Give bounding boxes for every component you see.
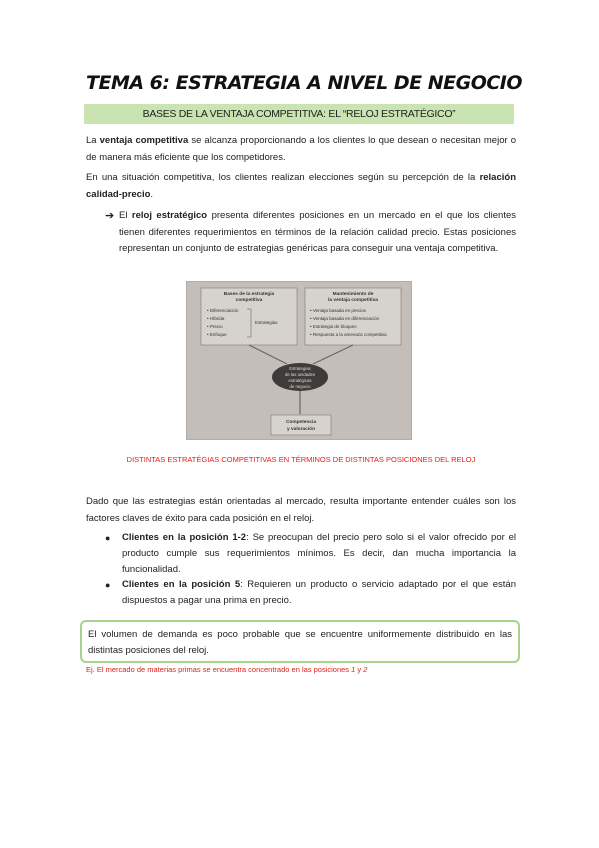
arrow-paragraph <box>105 208 516 258</box>
section-header-text: BASES DE LA VENTAJA COMPETITIVA: EL “RELOJ ESTRATÉGICO” <box>142 108 456 120</box>
center-text-3: de negocio <box>289 384 311 389</box>
bullet-text-1 <box>122 577 516 609</box>
bullet-body-0: : Se preocupan del precio pero solo si el valor ofrecido por el producto cumple sus requerimientos mínimos. Es decir, dan mucha importancia la funcionalidad. <box>122 532 517 575</box>
left-item-2: • Precio <box>207 324 223 329</box>
para2-pre: En una situación competitiva, los clientes realizan elecciones según su percepción de la <box>86 172 480 183</box>
para2-bold: relación calidad-precio <box>86 172 516 200</box>
paragraph-competitive-situation <box>86 170 516 203</box>
arrow-right-icon: ➔ <box>105 210 115 222</box>
para1-bold: ventaja competitiva <box>99 135 189 146</box>
para1-post: se alcanza proporcionando a los clientes lo que desean o necesitan mejor o de manera más eficiente que los competidores. <box>86 135 516 163</box>
bottom-text-0: Competencia <box>285 420 317 425</box>
right-box-title: Mantenimiento de <box>332 292 374 297</box>
section-header <box>84 104 514 124</box>
example-text: Ej. El mercado de materias primas se encuentra concentrado en las posiciones <box>86 665 352 674</box>
example-and: y <box>355 665 364 674</box>
strategic-clock-figure <box>186 281 412 440</box>
arrow-paragraph-text <box>119 208 516 258</box>
left-item-1: • Híbrida <box>207 316 225 321</box>
right-item-3: • Respuesta a la amenaza competitiva <box>310 332 387 337</box>
paragraph-definition <box>86 133 516 166</box>
right-item-1: • Ventaja basada en diferenciación <box>310 316 380 321</box>
left-box-title-2: competitiva <box>235 298 263 303</box>
example-pos1: 1 <box>351 665 356 674</box>
callout-box <box>80 620 520 663</box>
arrow-post: presenta diferentes posiciones en un mercado en el que los clientes tienen diferentes requerimientos en términos de la relación calidad precio. Estas posiciones representan un conjunto de estrategias genéricas para conseguir una ventaja competitiva. <box>119 210 517 254</box>
arrow-bold: reloj estratégico <box>131 210 208 221</box>
left-item-3: • Enfoque <box>207 332 227 337</box>
left-box-title: Bases de la estrategia <box>223 292 275 297</box>
right-item-2: • Estrategia de bloqueo <box>310 324 357 329</box>
center-text-2: estratégicas <box>288 378 312 383</box>
para2-post: . <box>150 188 154 200</box>
bullet-dot-icon: ● <box>105 580 111 590</box>
bullet-dot-icon: ● <box>105 533 111 543</box>
bullet-bold-1: Clientes en la posición 5 <box>122 579 241 590</box>
bullet-item <box>105 530 516 578</box>
page-title: TEMA 6: ESTRATEGIA A NIVEL DE NEGOCIO <box>86 72 523 94</box>
bullet-item <box>105 577 516 609</box>
example-pos2: 2 <box>363 665 368 674</box>
callout-text: El volumen de demanda es poco probable que se encuentre uniformemente distribuido en las distintas posiciones del reloj. <box>88 629 512 656</box>
center-text-0: Estrategias <box>289 366 311 371</box>
bottom-text-1: y valoración <box>287 427 315 432</box>
figure-diagram <box>187 282 411 439</box>
bullet-body-1: : Requieren un producto o servicio adaptado por el que están dispuestos a pagar una prima en precio. <box>122 579 516 606</box>
left-bracket-label: Estrategias <box>255 320 278 325</box>
para1-pre: La <box>86 135 100 146</box>
bottom-box <box>271 415 331 435</box>
bullet-text-0 <box>122 530 516 578</box>
left-item-0: • Diferenciación <box>207 308 239 313</box>
right-box-title-2: la ventaja competitiva <box>328 298 378 303</box>
center-text-1: de las unidades <box>284 372 316 377</box>
right-item-0: • Ventaja basada en precios <box>310 308 366 313</box>
bullet-bold-0: Clientes en la posición 1-2 <box>122 532 247 543</box>
example-note <box>86 665 367 674</box>
figure-caption: DISTINTAS ESTRATÉGIAS COMPETITIVAS EN TÉRMINOS DE DISTINTAS POSICIONES DEL RELOJ <box>126 455 476 464</box>
paragraph-market-oriented: Dado que las estrategias están orientadas al mercado, resulta importante entender cuáles son los factores claves de éxito para cada posición en el reloj. <box>86 496 516 524</box>
arrow-pre: El <box>119 210 132 221</box>
